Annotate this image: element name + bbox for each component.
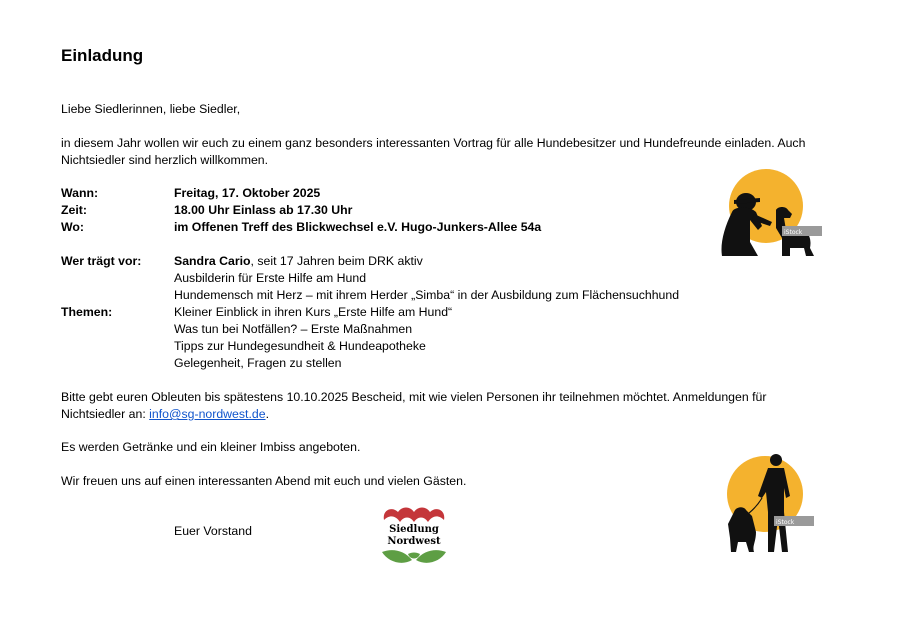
rsvp-suffix: . <box>265 407 269 421</box>
topics-label: Themen: <box>61 305 113 319</box>
topic-item: Was tun bei Notfällen? – Erste Maßnahmen <box>174 322 413 336</box>
detail-where-label: Wo: <box>61 220 84 234</box>
detail-where-value: im Offenen Treff des Blickwechsel e.V. Hugo-Junkers-Allee 54a <box>174 220 542 234</box>
person-with-dog-illustration <box>716 168 824 258</box>
topic-item: Kleiner Einblick in ihren Kurs „Erste Hilfe am Hund“ <box>174 305 453 319</box>
stock-tag-2: iStock <box>776 519 795 526</box>
logo-line-1: Siedlung <box>389 524 439 535</box>
intro-line-2: Nichtsiedler sind herzlich willkommen. <box>61 153 269 167</box>
rsvp-line-1: Bitte gebt euren Obleuten bis spätestens 10.10.2025 Bescheid, mit wie vielen Personen ihr teilnehmen möchtet. Anmeldungen für <box>61 390 767 404</box>
detail-time-label: Zeit: <box>61 203 87 217</box>
rsvp-line-2 <box>61 406 269 423</box>
speaker-qualification: Ausbilderin für Erste Hilfe am Hund <box>174 271 367 285</box>
signoff: Euer Vorstand <box>174 524 252 538</box>
closing-line: Wir freuen uns auf einen interessanten Abend mit euch und vielen Gästen. <box>61 474 467 488</box>
logo-line-2: Nordwest <box>387 536 441 547</box>
page-title: Einladung <box>61 46 144 65</box>
walking-with-dog-illustration <box>722 452 818 556</box>
detail-when-value: Freitag, 17. Oktober 2025 <box>174 186 321 200</box>
stock-tag-1: iStock <box>784 229 803 236</box>
topic-item: Tipps zur Hundegesundheit & Hundeapotheke <box>174 339 426 353</box>
siedlung-logo <box>378 502 450 570</box>
speaker-name: Sandra Cario <box>174 254 251 268</box>
greeting: Liebe Siedlerinnen, liebe Siedler, <box>61 102 241 116</box>
speaker-role: , seit 17 Jahren beim DRK aktiv <box>250 254 423 268</box>
detail-when-label: Wann: <box>61 186 99 200</box>
detail-time-value: 18.00 Uhr Einlass ab 17.30 Uhr <box>174 203 353 217</box>
intro-line-1: in diesem Jahr wollen wir euch zu einem ganz besonders interessanten Vortrag für alle Hundebesitzer und Hundefreunde einladen. Auch <box>61 136 806 150</box>
speaker-label: Wer trägt vor: <box>61 254 142 268</box>
topic-item: Gelegenheit, Fragen zu stellen <box>174 356 342 370</box>
rsvp-prefix: Nichtsiedler an: <box>61 407 150 421</box>
refreshments-note: Es werden Getränke und ein kleiner Imbiss angeboten. <box>61 440 361 454</box>
speaker-dog-info: Hundemensch mit Herz – mit ihrem Herder „Simba“ in der Ausbildung zum Flächensuchhund <box>174 288 680 302</box>
email-link[interactable]: info@sg-nordwest.de <box>149 407 266 421</box>
